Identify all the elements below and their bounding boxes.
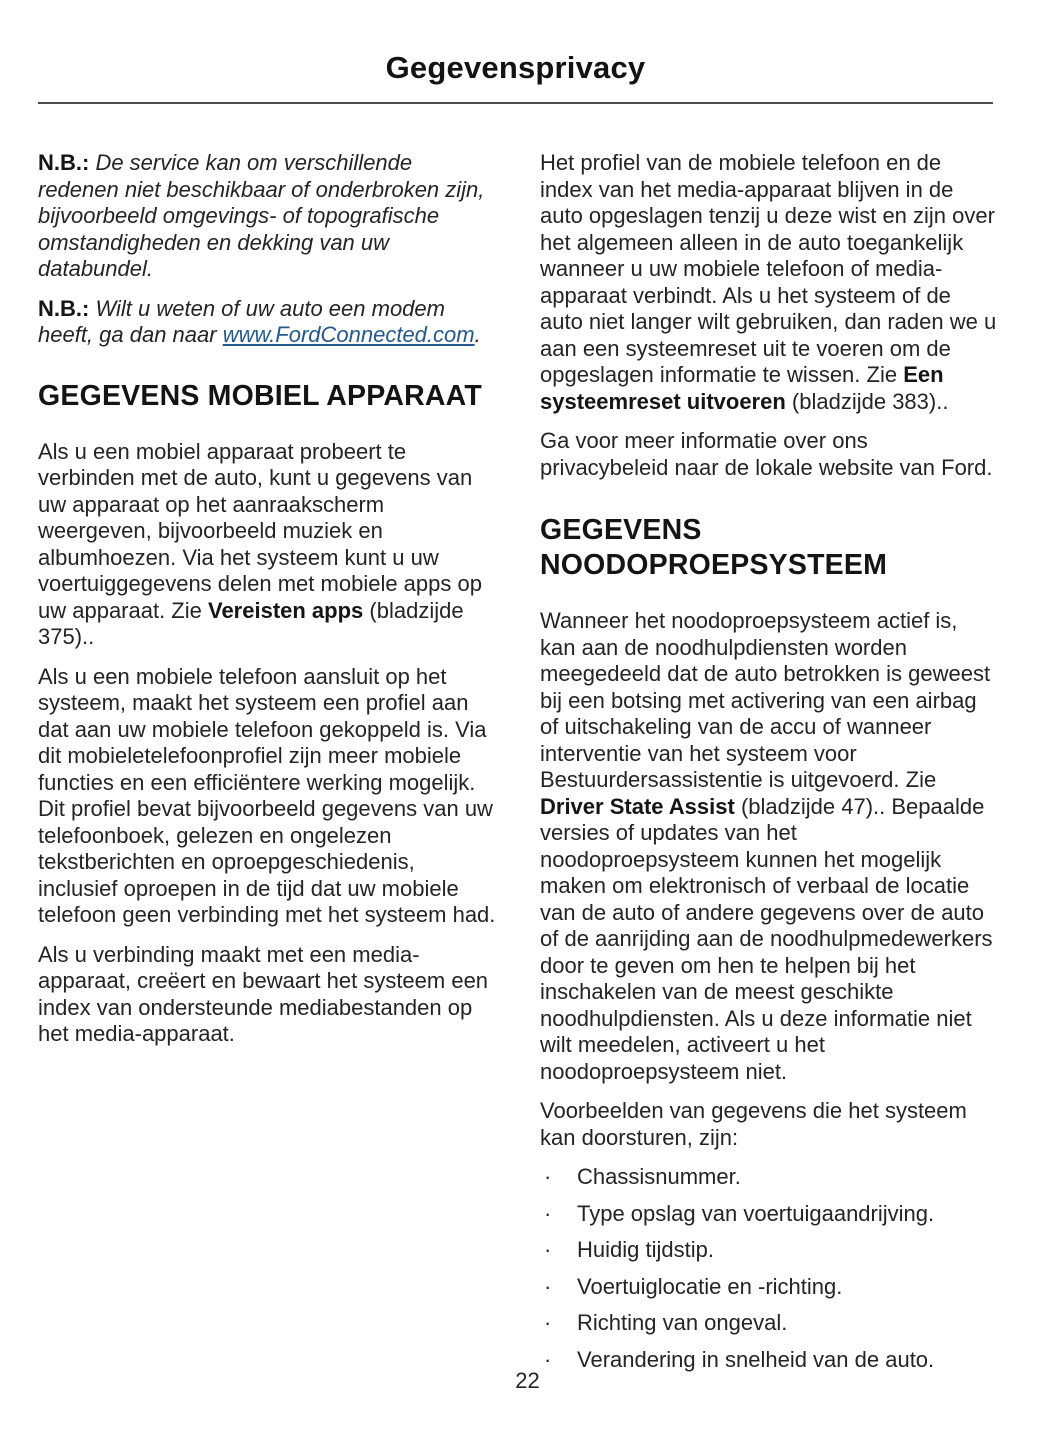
body-paragraph: [38, 439, 496, 651]
body-paragraph: Ga voor meer informatie over ons privacybeleid naar de lokale website van Ford.: [540, 428, 993, 480]
section-heading-gegevens-mobiel-apparaat: GEGEVENS MOBIEL APPARAAT: [38, 379, 482, 412]
header-divider: [38, 102, 993, 104]
list-item-text: Richting van ongeval.: [577, 1310, 788, 1335]
ford-connected-link[interactable]: www.FordConnected.com: [222, 322, 475, 347]
list-item: [540, 1237, 998, 1264]
page-title: Gegevensprivacy: [385, 50, 646, 85]
paragraph-text: (bladzijde 47).. Bepaalde versies of updates van het noodoproepsysteem kunnen het mogelijk maken om elektronisch of verbaal de locatie van de auto of andere gegevens over de auto of de aanrijding aan de noodhulpmedewerkers door te geven om hen te helpen bij het inschakelen van de meest geschikte noodhulpdiensten. Als u deze informatie niet wilt meedelen, activeert u het noodoproepsysteem niet.: [540, 793, 993, 1084]
list-item: [540, 1164, 998, 1191]
list-item-text: Huidig tijdstip.: [577, 1237, 714, 1262]
bullet-dot-icon: ·: [544, 1200, 552, 1226]
cross-reference-bold: Vereisten apps: [207, 597, 364, 623]
note-text: Wilt u weten of uw auto een modem heeft, ga dan naar: [38, 295, 445, 347]
note-label: N.B.:: [38, 295, 90, 321]
paragraph-text: (bladzijde 375)..: [38, 597, 464, 649]
note-text-after-link: .: [474, 322, 481, 347]
cross-reference-bold: Driver State Assist: [540, 793, 735, 819]
right-column: [540, 150, 998, 1383]
note-paragraph: [38, 296, 496, 349]
body-paragraph: Voorbeelden van gegevens die het systeem kan doorsturen, zijn:: [540, 1098, 967, 1150]
paragraph-text: Als u een mobiel apparaat probeert te verbinden met de auto, kunt u gegevens van uw apparaat op het aanraakscherm weergeven, bijvoorbeeld muziek en albumhoezen. Via het systeem kunt u uw voertuiggegevens delen met mobiele apps op uw apparaat. Zie: [38, 438, 482, 623]
left-column: [38, 150, 496, 1383]
bullet-dot-icon: ·: [544, 1346, 552, 1372]
body-paragraph: Als u een mobiele telefoon aansluit op het systeem, maakt het systeem een profiel aan dat aan uw mobiele telefoon gekoppeld is. Via dit mobieletelefoonprofiel zijn meer mobiele functies en een efficiëntere werking mogelijk. Dit profiel bevat bijvoorbeeld gegevens van uw telefoonboek, gelezen en ongelezen tekstberichten en oproepgeschiedenis, inclusief oproepen in de tijd dat uw mobiele telefoon geen verbinding met het systeem had.: [38, 663, 496, 927]
note-text: De service kan om verschillende redenen niet beschikbaar of onderbroken zijn, bijvoorbeeld omgevings- of topografische omstandigheden en dekking van uw databundel.: [38, 150, 485, 281]
page-number: 22: [515, 1368, 540, 1393]
examples-bullet-list: [540, 1164, 998, 1373]
page-header: [38, 50, 993, 104]
body-paragraph: [540, 608, 998, 1085]
body-paragraph: [540, 150, 998, 415]
bullet-dot-icon: ·: [544, 1273, 552, 1299]
paragraph-text: (bladzijde 383)..: [785, 388, 949, 414]
list-item-text: Verandering in snelheid van de auto.: [577, 1346, 935, 1372]
paragraph-text: Wanneer het noodoproepsysteem actief is, kan aan de noodhulpdiensten worden meegedeeld dat de auto betrokken is geweest bij een botsing met activering van een airbag of uitschakeling van de accu of wanneer interventie van het systeem voor Bestuurdersassistentie is uitgevoerd. Zie: [540, 608, 991, 792]
note-label: N.B.:: [38, 150, 90, 175]
two-column-layout: [38, 150, 997, 1383]
note-paragraph: [38, 150, 496, 283]
list-item: [540, 1310, 998, 1337]
body-paragraph: Als u verbinding maakt met een media-apparaat, creëert en bewaart het systeem een index van ondersteunde mediabestanden op het media-apparaat.: [38, 941, 489, 1046]
list-item-text: Chassisnummer.: [577, 1164, 741, 1189]
list-item: [540, 1201, 998, 1228]
cross-reference-bold: Een systeemreset uitvoeren: [540, 362, 944, 414]
list-item-text: Voertuiglocatie en -richting.: [577, 1273, 843, 1299]
page-footer: [0, 1368, 1055, 1394]
paragraph-text: Het profiel van de mobiele telefoon en de index van het media-apparaat blijven in de auto opgeslagen tenzij u deze wist en zijn over het algemeen alleen in de auto toegankelijk wanneer u uw mobiele telefoon of media-apparaat verbindt. Als u het systeem of de auto niet langer wilt gebruiken, dan raden we u aan een systeemreset uit te voeren om de opgeslagen informatie te wissen. Zie: [540, 150, 997, 387]
list-item: [540, 1274, 998, 1301]
section-heading-gegevens-noodoproepsysteem: GEGEVENS NOODOPROEPSYSTEEM: [540, 514, 888, 581]
bullet-dot-icon: ·: [544, 1310, 552, 1335]
list-item-text: Type opslag van voertuigaandrijving.: [577, 1200, 935, 1226]
bullet-dot-icon: ·: [544, 1164, 552, 1189]
bullet-dot-icon: ·: [544, 1237, 552, 1262]
